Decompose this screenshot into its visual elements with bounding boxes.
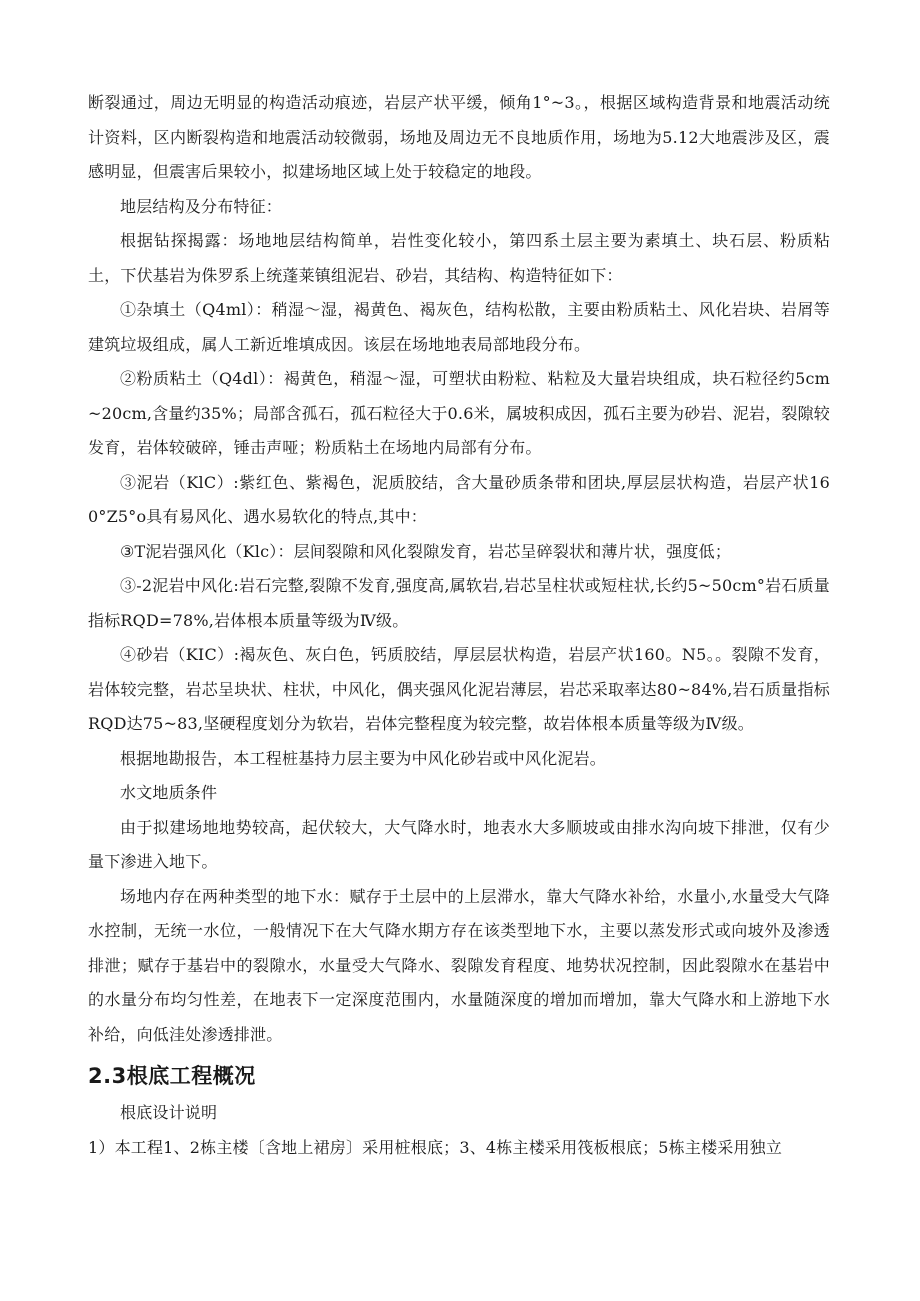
paragraph-fault-continuation: 断裂通过，周边无明显的构造活动痕迹，岩层产状平缓，倾角1°~3。，根据区域构造背景和地震活动统计资料，区内断裂构造和地震活动较微弱，场地及周边无不良地质作用，场地为5.12大地震涉及区，震感明显，但震害后果较小，拟建场地区域上处于较稳定的地段。 bbox=[88, 93, 830, 181]
paragraph-foundation-item-1: 1）本工程1、2栋主楼〔含地上裙房〕采用桩根底；3、4栋主楼采用筏板根底；5栋主楼采用独立 bbox=[88, 1137, 783, 1157]
paragraph-groundwater: 场地内存在两种类型的地下水：赋存于土层中的上层滞水，靠大气降水补给，水量小,水量受大气降水控制，无统一水位，一般情况下在大气降水期方存在该类型地下水，主要以蒸发形式或向坡外及渗透排泄；赋存于基岩中的裂隙水，水量受大气降水、裂隙发育程度、地势状况控制，因此裂隙水在基岩中的水量分布均匀性差，在地表下一定深度范围内，水量随深度的增加而增加，靠大气降水和上游地下水补给，向低洼处渗透排泄。 bbox=[88, 886, 830, 1044]
paragraph-surface-water: 由于拟建场地地势较高，起伏较大，大气降水时，地表水大多顺坡或由排水沟向坡下排泄，仅有少量下渗进入地下。 bbox=[88, 817, 830, 871]
document-page bbox=[88, 86, 830, 1165]
section-heading: 2.3根底工程概况 bbox=[88, 1064, 256, 1088]
paragraph-mudstone-medium-weathered: ③-2泥岩中风化:岩石完整,裂隙不发育,强度高,属软岩,岩芯呈柱状或短柱状,长约5~50cm°岩石质量指标RQD=78%,岩体根本质量等级为Ⅳ级。 bbox=[88, 576, 830, 630]
subheading-strata: 地层结构及分布特征： bbox=[120, 196, 283, 216]
paragraph-sandstone: ④砂岩（KIC）:褐灰色、灰白色，钙质胶结，厚层层状构造，岩层产状160。N5。。裂隙不发育，岩体较完整，岩芯呈块状、柱状，中风化，偶夹强风化泥岩薄层，岩芯采取率达80~84%,岩石质量指标RQD达75~83,坚硬程度划分为软岩，岩体完整程度为较完整，故岩体根本质量等级为Ⅳ级。 bbox=[88, 645, 830, 733]
paragraph-mudstone: ③泥岩（KlC）:紫红色、紫褐色，泥质胶结，含大量砂质条带和团块,厚层层状构造，岩层产状160°Z5°o具有易风化、遇水易软化的特点,其中： bbox=[88, 472, 830, 526]
paragraph-drilling: 根据钻探揭露：场地地层结构简单，岩性变化较小，第四系土层主要为素填土、块石层、粉质粘土，下伏基岩为侏罗系上统蓬莱镇组泥岩、砂岩，其结构、构造特征如下： bbox=[88, 231, 830, 285]
subheading-hydrogeology: 水文地质条件 bbox=[120, 783, 218, 802]
subheading-foundation-design: 根底设计说明 bbox=[120, 1103, 218, 1122]
paragraph-fill-soil: ①杂填土（Q4ml）：稍湿～湿，褐黄色、褐灰色，结构松散，主要由粉质粘土、风化岩块、岩屑等建筑垃圾组成，属人工新近堆填成因。该层在场地地表局部地段分布。 bbox=[88, 300, 830, 354]
paragraph-silty-clay: ②粉质粘土（Q4dl）：褐黄色，稍湿～湿，可塑状由粉粒、粘粒及大量岩块组成，块石粒径约5cm~20cm,含量约35%；局部含孤石，孤石粒径大于0.6米，属坡积成因，孤石主要为砂岩、泥岩，裂隙较发育，岩体较破碎，锤击声哑；粉质粘土在场地内局部有分布。 bbox=[88, 369, 830, 457]
paragraph-bearing-layer: 根据地勘报告，本工程桩基持力层主要为中风化砂岩或中风化泥岩。 bbox=[120, 748, 607, 768]
paragraph-mudstone-strong-weathered: ③T泥岩强风化（Klc）：层间裂隙和风化裂隙发育，岩芯呈碎裂状和薄片状，强度低； bbox=[120, 541, 732, 561]
